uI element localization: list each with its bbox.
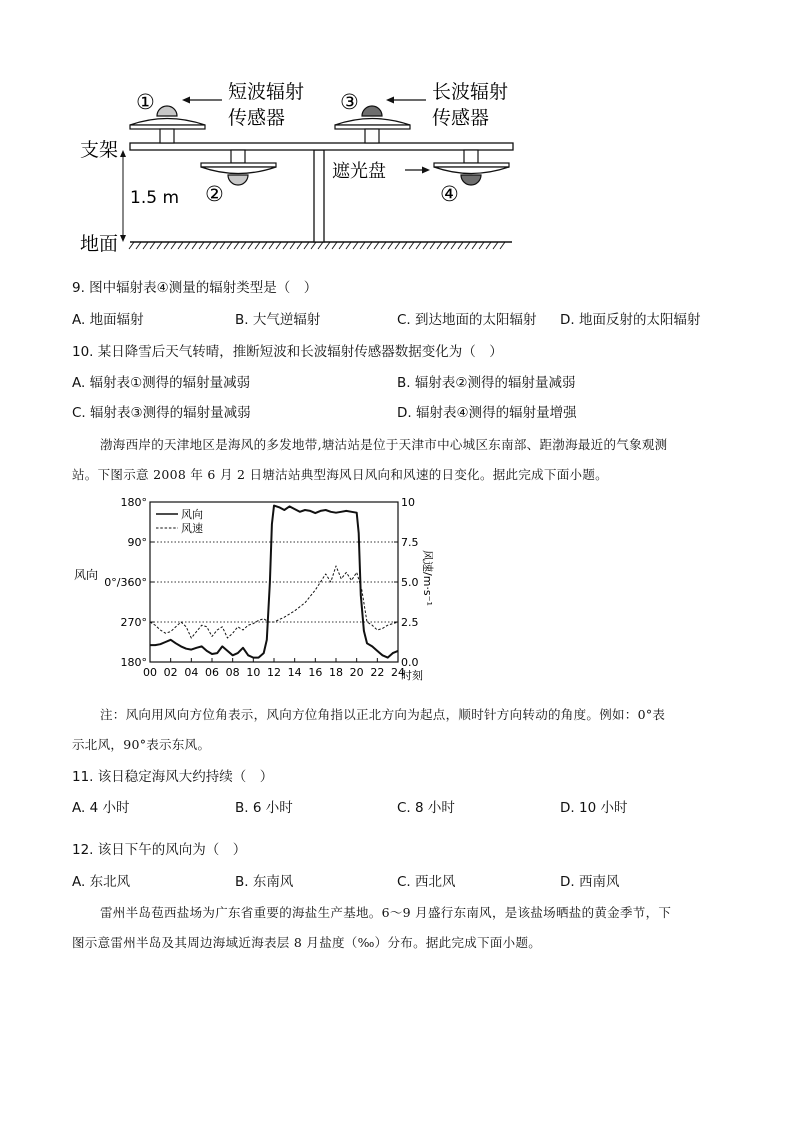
passage-3-line-2: 图示意雷州半岛及其周边海域近海表层 8 月盐度（‰）分布。据此完成下面小题。 (72, 935, 542, 950)
x-tick-label: 16 (308, 666, 323, 679)
y-axis-right-label: 风速/m·s⁻¹ (421, 550, 434, 606)
shortwave-label-line2: 传感器 (228, 107, 286, 129)
y-left-tick-label: 180° (120, 496, 147, 509)
y-left-tick-label: 270° (120, 616, 147, 629)
sensor-4 (434, 150, 509, 185)
x-tick-label: 10 (246, 666, 261, 679)
note-2-line-1: 注：风向用风向方位角表示，风向方位角指以正北方向为起点，顺时针方向转动的角度。例如：0°表 (100, 707, 666, 722)
x-tick-label: 24 (391, 666, 405, 679)
x-tick-label: 08 (225, 666, 240, 679)
legend-label-speed: 风速 (181, 522, 203, 535)
shade-disc-label: 遮光盘 (332, 161, 386, 182)
x-tick-label: 18 (329, 666, 343, 679)
ground-label: 地面 (80, 233, 119, 255)
y-left-tick-label: 90° (127, 536, 147, 549)
q10-option-a: A. 辐射表①测得的辐射量减弱 (72, 375, 251, 391)
x-tick-label: 06 (205, 666, 219, 679)
passage-3-line-1: 雷州半岛苞西盐场为广东省重要的海盐生产基地。6～9 月盛行东南风，是该盐场晒盐的黄金季节，下 (100, 905, 672, 920)
y-right-tick-label: 7.5 (401, 536, 419, 549)
y-left-tick-label: 0°/360° (104, 576, 147, 589)
q9-option-c: C. 到达地面的太阳辐射 (397, 312, 537, 328)
x-tick-label: 20 (349, 666, 364, 679)
q9-option-d: D. 地面反射的太阳辐射 (560, 312, 701, 328)
x-tick-label: 00 (143, 666, 157, 679)
q9-option-b: B. 大气逆辐射 (235, 312, 321, 328)
y-right-tick-label: 5.0 (401, 576, 419, 589)
q12-option-b: B. 东南风 (235, 874, 294, 890)
note-2-line-2: 示北风，90°表示东风。 (72, 737, 211, 752)
q10-option-c: C. 辐射表③测得的辐射量减弱 (72, 405, 251, 421)
marker-1: ① (136, 90, 155, 114)
radiation-sensor-diagram (0, 0, 560, 260)
x-tick-label: 12 (267, 666, 281, 679)
q11-option-c: C. 8 小时 (397, 800, 455, 816)
q12-option-a: A. 东北风 (72, 874, 131, 890)
sensor-2 (201, 150, 276, 185)
question-11-stem: 11. 该日稳定海风大约持续（ ） (72, 769, 274, 785)
y-axis-left-label: 风向 (74, 568, 99, 582)
y-right-tick-label: 2.5 (401, 616, 419, 629)
q10-option-b: B. 辐射表②测得的辐射量减弱 (397, 375, 576, 391)
wind-chart (70, 488, 450, 688)
passage-2-line-1: 渤海西岸的天津地区是海风的多发地带,塘沽站是位于天津市中心城区东南部、距渤海最近的气象观测 (100, 437, 668, 452)
x-tick-label: 04 (184, 666, 199, 679)
question-12-stem: 12. 该日下午的风向为（ ） (72, 842, 247, 858)
question-9-stem: 9. 图中辐射表④测量的辐射类型是（ ） (72, 280, 318, 296)
q11-option-b: B. 6 小时 (235, 800, 293, 816)
q10-option-d: D. 辐射表④测得的辐射量增强 (397, 405, 577, 421)
q9-option-a: A. 地面辐射 (72, 312, 144, 328)
y-left-tick-label: 180° (120, 656, 147, 669)
marker-3: ③ (340, 90, 359, 114)
longwave-label-line2: 传感器 (432, 107, 490, 129)
question-10-stem: 10. 某日降雪后天气转晴，推断短波和长波辐射传感器数据变化为（ ） (72, 344, 503, 360)
support-label: 支架 (80, 139, 119, 161)
longwave-label-line1: 长波辐射 (432, 81, 509, 103)
passage-2-line-2: 站。下图示意 2008 年 6 月 2 日塘沽站典型海风日风向和风速的日变化。据此完成下面小题。 (72, 467, 608, 482)
q12-option-d: D. 西南风 (560, 874, 620, 890)
x-tick-label: 02 (163, 666, 178, 679)
height-label: 1.5 m (130, 188, 179, 208)
q11-option-a: A. 4 小时 (72, 800, 130, 816)
x-tick-label: 22 (370, 666, 385, 679)
q12-option-c: C. 西北风 (397, 874, 456, 890)
marker-2: ② (205, 182, 224, 206)
x-axis-label: 时刻 (401, 669, 423, 682)
y-right-tick-label: 0.0 (401, 656, 419, 669)
shortwave-label-line1: 短波辐射 (228, 81, 305, 103)
marker-4: ④ (440, 182, 459, 206)
y-right-tick-label: 10 (401, 496, 415, 509)
legend-label-direction: 风向 (181, 508, 203, 521)
q11-option-d: D. 10 小时 (560, 800, 628, 816)
x-tick-label: 14 (287, 666, 302, 679)
